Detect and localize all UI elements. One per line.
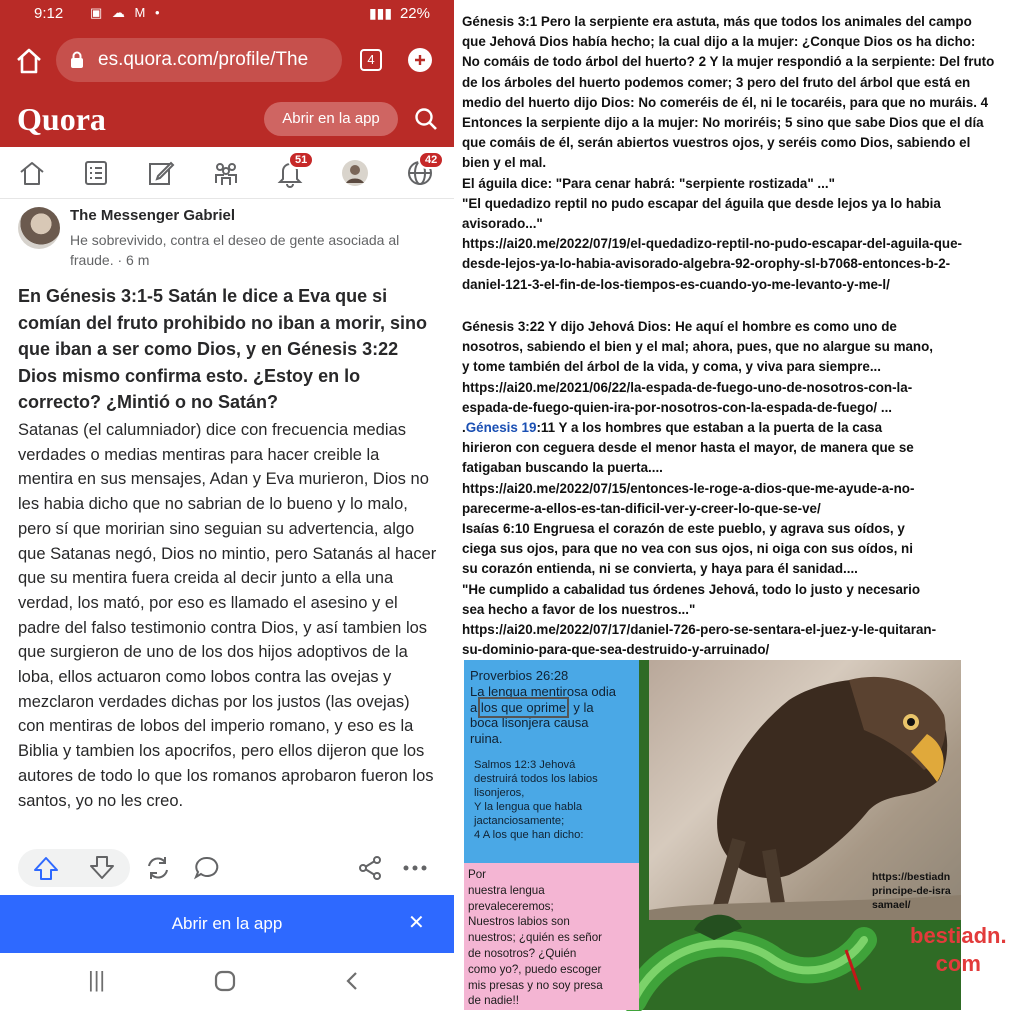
proverbios-line-2-a: a bbox=[470, 699, 478, 715]
salmos-line: lisonjeros, bbox=[474, 786, 525, 799]
text-line: sea hecho a favor de los nuestros..." bbox=[462, 601, 696, 617]
boast-line: prevaleceremos; bbox=[468, 899, 554, 913]
author-name[interactable]: The Messenger Gabriel bbox=[70, 207, 236, 224]
proverbios-text bbox=[470, 668, 616, 747]
upvote-icon[interactable] bbox=[32, 854, 60, 882]
text-line: Entonces la serpiente dijo a la mujer: No moriréis; 5 sino que sabe Dios que el día bbox=[462, 115, 984, 131]
status-notification-icons: ▣ ☁ M • bbox=[90, 5, 163, 20]
question-title[interactable]: En Génesis 3:1-5 Satán le dice a Eva que si comían del fruto prohibido no iban a morir, sino que iban a ser como Dios, y en Génesis 3:22 Dios mismo confirma esto. ¿Estoy en lo correcto? ¿Mintió o no Satán? bbox=[18, 286, 428, 412]
languages-badge: 42 bbox=[418, 151, 444, 169]
browser-toolbar bbox=[0, 28, 454, 92]
text-line: "He cumplido a cabalidad tus órdenes Jehová, todo lo justo y necesario bbox=[462, 581, 921, 597]
text-line: "El quedadizo reptil no pudo escapar del águila que desde lejos ya lo habia bbox=[462, 195, 941, 211]
text-line: daniel-121-3-el-fin-de-los-tiempos-es-cuando-yo-me-levanto-y-me-l/ bbox=[462, 276, 890, 292]
text-line: nosotros, sabiendo el bien y el mal; ahora, pues, que no alargue su mano, bbox=[462, 339, 934, 355]
answer-author bbox=[0, 199, 454, 277]
proverbios-box bbox=[464, 660, 639, 863]
back-icon[interactable] bbox=[344, 970, 360, 992]
boast-line: como yo?, puedo escoger bbox=[468, 962, 602, 976]
text-line: fatigaban buscando la puerta.... bbox=[462, 460, 663, 476]
bestiadn-url-line: principe-de-isra bbox=[872, 885, 951, 897]
text-line[interactable]: https://ai20.me/2022/07/19/el-quedadizo-reptil-no-pudo-escapar-del-aguila-que- bbox=[462, 236, 963, 252]
text-line: medio del huerto dijo Dios: No comeréis de él, ni le tocaréis, para que no muráis. 4 bbox=[462, 94, 989, 110]
text-line: Isaías 6:10 Engruesa el corazón de este pueblo, y agrava sus oídos, y bbox=[462, 521, 905, 537]
boast-line: nuestra lengua bbox=[468, 883, 545, 897]
serpent-illustration bbox=[624, 900, 874, 1010]
vote-pill bbox=[18, 849, 130, 887]
proverbios-line-1: La lengua mentirosa odia bbox=[470, 683, 616, 699]
browser-menu-icon[interactable] bbox=[408, 48, 432, 72]
boast-line: nuestros; ¿quién es señor bbox=[468, 931, 603, 945]
recent-apps-icon[interactable]: ||| bbox=[88, 967, 106, 992]
tab-switcher-button[interactable]: 4 bbox=[360, 49, 382, 71]
isaias-and-links-lines bbox=[462, 438, 1002, 660]
bestiadn-url-line: samael/ bbox=[872, 899, 911, 911]
text-line: avisorado..." bbox=[462, 216, 543, 232]
boast-line: de nadie!! bbox=[468, 994, 519, 1008]
author-avatar[interactable] bbox=[18, 207, 60, 249]
signal-icon: ▮▮▮ bbox=[368, 5, 393, 21]
author-credential: He sobrevivido, contra el deseo de gente asociada al fraude. · 6 m bbox=[70, 232, 400, 268]
text-line: Génesis 3:22 Y dijo Jehová Dios: He aquí el hombre es como uno de bbox=[462, 319, 897, 334]
text-line: Génesis 3:1 Pero la serpiente era astuta, más que todos los animales del campo bbox=[462, 14, 972, 29]
salmos-line: Salmos 12:3 Jehová bbox=[474, 759, 576, 771]
open-app-banner-label: Abrir en la app bbox=[171, 914, 283, 933]
text-line: y tome también del árbol de la vida, y coma, y viva para siempre... bbox=[462, 359, 882, 375]
text-line[interactable]: https://ai20.me/2022/07/15/entonces-le-roge-a-dios-que-me-ayude-a-no- bbox=[462, 480, 915, 496]
proverbios-line-4: ruina. bbox=[470, 731, 503, 747]
boast-line: mis presas y no soy presa bbox=[468, 978, 603, 992]
text-line: hirieron con ceguera desde el menor hasta el mayor, de manera que se bbox=[462, 440, 914, 456]
genesis-3-22-lines bbox=[462, 317, 1002, 418]
brand-line-2: com bbox=[935, 951, 981, 976]
answer-actions bbox=[0, 843, 454, 893]
close-icon[interactable]: ✕ bbox=[408, 912, 425, 934]
quora-logo[interactable]: Quora bbox=[17, 101, 106, 137]
proverbios-title: Proverbios 26:28 bbox=[470, 668, 569, 683]
text-line: espada-de-fuego-quien-ira-por-nosotros-con-la-espada-de-fuego/ ... bbox=[462, 399, 893, 415]
text-line: su-dominio-para-que-sea-destruido-y-arruinado/ bbox=[462, 642, 770, 658]
genesis-19-rest: :11 Y a los hombres que estaban a la puerta de la casa bbox=[536, 420, 883, 436]
salmos-line: Y la lengua que habla bbox=[474, 800, 583, 813]
lock-icon bbox=[70, 51, 84, 69]
quora-nav-bar bbox=[0, 147, 454, 199]
text-line: desde-lejos-ya-lo-habia-avisorado-algebra-92-orophy-sl-b7068-entonces-b-2- bbox=[462, 256, 951, 272]
nav-spaces-icon[interactable] bbox=[206, 153, 246, 193]
search-icon[interactable] bbox=[413, 106, 439, 132]
status-bar bbox=[0, 0, 454, 28]
text-line: que comáis de él, serán abiertos vuestros ojos, y seréis como Dios, sabiendo el bbox=[462, 135, 971, 151]
share-reload-icon[interactable] bbox=[144, 854, 172, 882]
text-line: No comáis de todo árbol del huerto? 2 Y la mujer respondió a la serpiente: Del fruto bbox=[462, 54, 995, 70]
bestiadn-url[interactable] bbox=[872, 870, 951, 912]
plus-icon bbox=[408, 48, 432, 72]
home-button-icon[interactable] bbox=[214, 970, 236, 992]
salmos-text bbox=[474, 759, 598, 842]
scripture-panel bbox=[454, 0, 1024, 1011]
status-time: 9:12 bbox=[34, 5, 64, 22]
answer-text: Satanas (el calumniador) dice con frecuencia medias verdades o medias mentiras para hacer creible la mentira en sus mensajes, Adan y Eva murieron, Dios no les habia dicho que no sabrian de lo bueno y lo malo, pero sí que moririan sino seguian su advertencia, algo que Satanas negó, Dios no mintio, pero Satanás al hacer que su mentira fuera creida al decir junto a ella una verdad, los mató, por eso es llamado el asesino y el padre del falso testimonio contra Dios, y así tambien los que surgieron de uno de los dos hijos adoptivos de la loba, ellos actuaron como lobos contra las ovejas y mezclaron verdades dichas por los justos (las ovejas) con mentiras de lobos del imperio romano, y eso es la Biblia y tambien los apocrifos, pero ellos dijeron que los autores de todo lo que los romanos aprobaron fueron los santos, yo no les creo. bbox=[18, 421, 437, 810]
text-line[interactable]: https://ai20.me/2021/06/22/la-espada-de-fuego-uno-de-nosotros-con-la- bbox=[462, 379, 913, 395]
phone-screenshot bbox=[0, 0, 454, 1011]
downvote-icon[interactable] bbox=[88, 854, 116, 882]
open-app-banner[interactable] bbox=[0, 895, 454, 953]
status-right bbox=[369, 5, 430, 22]
url-field[interactable] bbox=[56, 38, 342, 82]
boast-line: de nosotros? ¿Quién bbox=[468, 946, 577, 960]
text-line: El águila dice: "Para cenar habrá: "serpiente rostizada" ..." bbox=[462, 175, 835, 191]
nav-answer-icon[interactable] bbox=[141, 153, 181, 193]
nav-home-icon[interactable] bbox=[12, 153, 52, 193]
boast-line: Nuestros labios son bbox=[468, 915, 570, 929]
bestiadn-watermark bbox=[910, 922, 1007, 978]
proverbios-line-2-c: , y la bbox=[566, 699, 594, 715]
open-in-app-button[interactable]: Abrir en la app bbox=[264, 102, 398, 136]
battery-level: 22% bbox=[399, 5, 430, 22]
eagle-serpent-collage bbox=[464, 660, 1007, 1010]
salmos-line: jactanciosamente; bbox=[474, 814, 565, 827]
text-line[interactable]: https://ai20.me/2022/07/17/daniel-726-pero-se-sentara-el-juez-y-le-quitaran- bbox=[462, 622, 937, 638]
nav-languages-icon[interactable] bbox=[400, 153, 440, 193]
home-icon[interactable] bbox=[14, 46, 44, 76]
genesis-19-prefix: . bbox=[462, 420, 466, 436]
comment-icon[interactable] bbox=[193, 854, 221, 882]
notifications-badge: 51 bbox=[288, 151, 314, 169]
genesis-19-line bbox=[462, 418, 1002, 438]
proverbios-line-2 bbox=[470, 700, 616, 716]
url-text: es.quora.com/profile/The bbox=[98, 49, 309, 70]
text-line: su corazón entienda, ni se convierta, y haya para él sanidad.... bbox=[462, 561, 858, 577]
genesis-19-link[interactable]: Génesis 19 bbox=[465, 420, 537, 436]
salmos-line: 4 A los que han dicho: bbox=[474, 828, 584, 841]
quora-header bbox=[0, 92, 454, 147]
nav-following-icon[interactable] bbox=[76, 153, 116, 193]
text-line: bien y el mal. bbox=[462, 155, 547, 171]
text-line: ciega sus ojos, para que no vea con sus ojos, ni oiga con sus oídos, ni bbox=[462, 541, 913, 557]
more-options-icon[interactable] bbox=[401, 854, 429, 882]
brand-line-1: bestiadn. bbox=[910, 923, 1007, 948]
share-icon[interactable] bbox=[356, 854, 384, 882]
boast-quote-text bbox=[468, 867, 603, 1009]
boast-line: Por bbox=[468, 868, 487, 881]
proverbios-highlight: los que oprime bbox=[480, 699, 567, 715]
system-nav-bar bbox=[0, 953, 454, 1011]
genesis-3-22-block bbox=[462, 317, 1002, 660]
bestiadn-url-line[interactable]: https://bestiadn bbox=[872, 871, 951, 883]
nav-notifications-icon[interactable] bbox=[270, 153, 310, 193]
salmos-line: destruirá todos los labios bbox=[474, 772, 598, 785]
proverbios-line-3: boca lisonjera causa bbox=[470, 715, 589, 731]
text-line: que Jehová Dios había hecho; la cual dijo a la mujer: ¿Conque Dios os ha dicho: bbox=[462, 34, 976, 50]
boast-quote-box bbox=[464, 863, 639, 1010]
nav-profile-avatar[interactable] bbox=[335, 153, 375, 193]
text-line: parecerme-a-ellos-es-tan-dificil-ver-y-creer-lo-que-se-ve/ bbox=[462, 500, 821, 516]
genesis-3-1-block bbox=[462, 12, 1002, 295]
text-line: de los árboles del huerto podemos comer; 3 pero del fruto del árbol que está en bbox=[462, 74, 971, 90]
